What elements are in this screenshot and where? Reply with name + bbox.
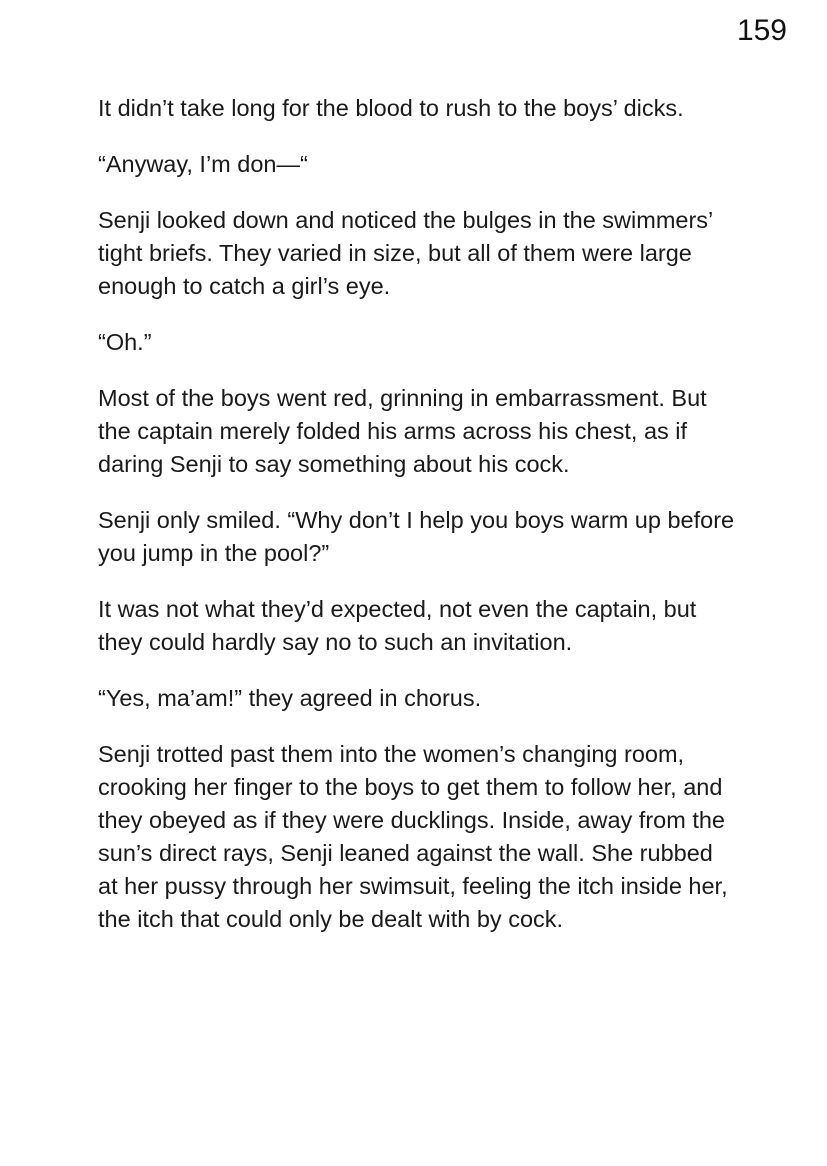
page-number: 159 xyxy=(736,14,787,47)
page-body-text xyxy=(98,92,738,936)
paragraph: “Oh.” xyxy=(98,329,152,355)
paragraph: “Anyway, I’m don—“ xyxy=(98,151,308,177)
paragraph: Senji only smiled. “Why don’t I help you boys warm up before you jump in the pool?” xyxy=(98,507,735,566)
paragraph: Senji looked down and noticed the bulges in the swimmers’ tight briefs. They varied in size, but all of them were large enough to catch a girl’s eye. xyxy=(98,207,713,299)
paragraph: It was not what they’d expected, not even the captain, but they could hardly say no to such an invitation. xyxy=(98,596,697,655)
paragraph: Most of the boys went red, grinning in embarrassment. But the captain merely folded his arms across his chest, as if daring Senji to say something about his cock. xyxy=(98,385,707,477)
paragraph: Senji trotted past them into the women’s changing room, crooking her finger to the boys to get them to follow her, and they obeyed as if they were ducklings. Inside, away from the sun’s direct rays, Senji leaned against the wall. She rubbed at her pussy through her swimsuit, feeling the itch inside her, the itch that could only be dealt with by cock. xyxy=(98,741,728,932)
paragraph: It didn’t take long for the blood to rush to the boys’ dicks. xyxy=(98,95,684,121)
paragraph: “Yes, ma’am!” they agreed in chorus. xyxy=(98,685,482,711)
